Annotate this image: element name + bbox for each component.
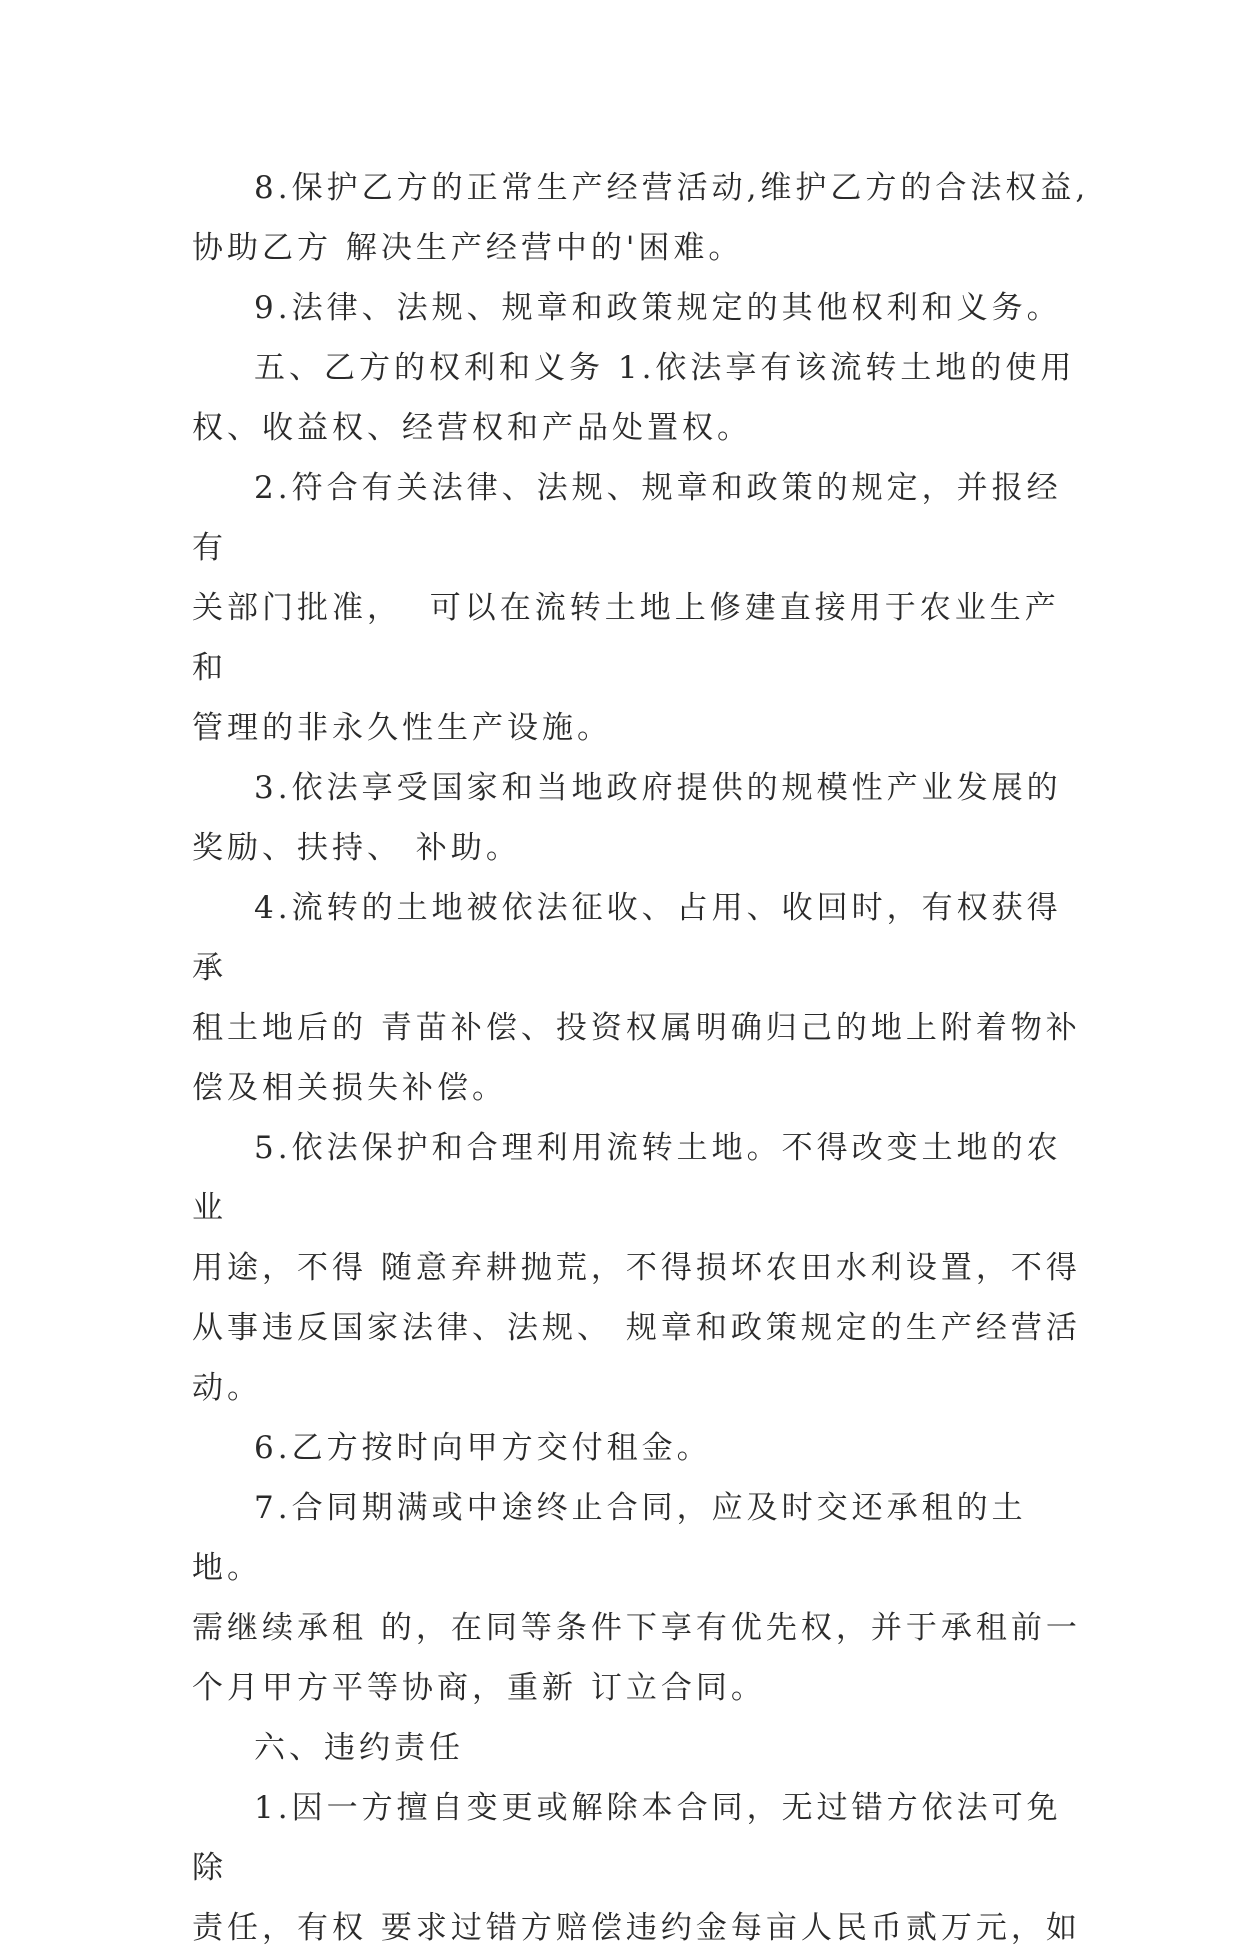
paragraph-item-9 [192,278,1092,338]
paragraph-item-8 [192,158,1092,278]
paragraph-line: 关部门批准， 可以在流转土地上修建直接用于农业生产和 [192,590,1060,686]
paragraph-line: 用途，不得 随意弃耕抛荒，不得损坏农田水利设置，不得 [192,1250,1081,1286]
paragraph-line: 个月甲方平等协商，重新 订立合同。 [192,1670,766,1706]
paragraph-line: 租土地后的 青苗补偿、投资权属明确归己的地上附着物补 [192,1010,1081,1046]
paragraph-item-7 [192,1478,1092,1718]
paragraph-item-2 [192,458,1092,758]
paragraph-line: 2.符合有关法律、法规、规章和政策的规定，并报经有 [192,470,1062,566]
paragraph-line: 9.法律、法规、规章和政策规定的其他权利和义务。 [254,290,1062,326]
paragraph-line: 协助乙方 解决生产经营中的'困难。 [192,230,744,266]
paragraph-line: 动。 [192,1370,262,1406]
paragraph-line: 4.流转的土地被依法征收、占用、收回时，有权获得承 [192,890,1062,986]
paragraph-item-5 [192,1118,1092,1418]
paragraph-line: 偿及相关损失补偿。 [192,1070,507,1106]
paragraph-item-6 [192,1418,1092,1478]
paragraph-line: 六、违约责任 [254,1730,464,1766]
section-heading-party-b-rights [192,338,1092,458]
paragraph-line: 1.因一方擅自变更或解除本合同，无过错方依法可免除 [192,1790,1062,1886]
paragraph-line: 需继续承租 的，在同等条件下享有优先权，并于承租前一 [192,1610,1081,1646]
paragraph-line: 7.合同期满或中途终止合同，应及时交还承租的土地。 [192,1490,1027,1586]
paragraph-item-4 [192,878,1092,1118]
paragraph-line: 管理的非永久性生产设施。 [192,710,612,746]
paragraph-item-breach-1 [192,1778,1092,1958]
paragraph-line: 5.依法保护和合理利用流转土地。不得改变土地的农业 [192,1130,1062,1226]
paragraph-line: 6.乙方按时向甲方交付租金。 [254,1430,712,1466]
paragraph-line: 3.依法享受国家和当地政府提供的规模性产业发展的 [254,770,1062,806]
paragraph-line: 奖励、扶持、 补助。 [192,830,521,866]
paragraph-line: 从事违反国家法律、法规、 规章和政策规定的生产经营活 [192,1310,1081,1346]
paragraph-line: 五、乙方的权利和义务 1.依法享有该流转土地的使用 [254,350,1076,386]
paragraph-line: 8.保护乙方的正常生产经营活动,维护乙方的合法权益, [254,170,1090,206]
document-body [192,158,1092,1958]
section-heading-breach-liability [192,1718,1092,1778]
paragraph-item-3 [192,758,1092,878]
paragraph-line: 权、收益权、经营权和产品处置权。 [192,410,752,446]
paragraph-line: 责任，有权 要求过错方赔偿违约金每亩人民币贰万元，如 [192,1910,1081,1946]
